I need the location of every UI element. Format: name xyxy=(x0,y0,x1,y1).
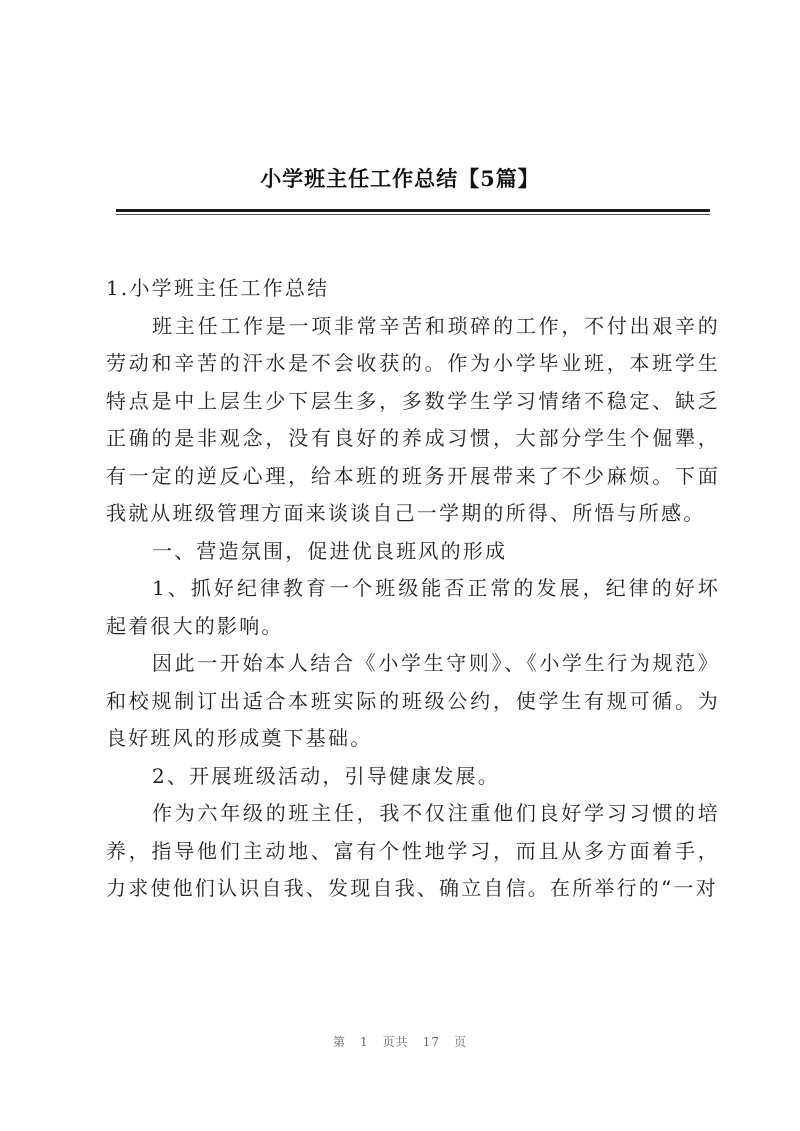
document-body xyxy=(106,270,720,908)
footer-middle: 页共 xyxy=(382,1035,409,1049)
footer-page-number: 1 xyxy=(360,1035,369,1049)
title-divider-thin xyxy=(116,214,710,215)
footer-prefix: 第 xyxy=(333,1035,347,1049)
page-footer xyxy=(0,1033,800,1050)
paragraph: 作为六年级的班主任，我不仅注重他们良好学习习惯的培养，指导他们主动地、富有个性地学习，而且从多方面着手，力求使他们认识自我、发现自我、确立自信。在所举行的“一对 xyxy=(106,801,720,900)
footer-total-pages: 17 xyxy=(422,1035,440,1049)
document-title: 小学班主任工作总结【5篇】 xyxy=(260,166,540,191)
paragraph: 2、开展班级活动，引导健康发展。 xyxy=(152,763,500,788)
paragraph: 因此一开始本人结合《小学生守则》、《小学生行为规范》和校规制订出适合本班实际的班级公约，使学生有规可循。为良好班风的形成奠下基础。 xyxy=(106,651,720,750)
paragraph: 班主任工作是一项非常辛苦和琐碎的工作，不付出艰辛的劳动和辛苦的汗水是不会收获的。作为小学毕业班，本班学生特点是中上层生少下层生多，多数学生学习情绪不稳定、缺乏正确的是非观念，没有良好的养成习惯，大部分学生个倔犟，有一定的逆反心理，给本班的班务开展带来了不少麻烦。下面我就从班级管理方面来谈谈自己一学期的所得、所悟与所感。 xyxy=(106,313,720,525)
section-heading: 1.小学班主任工作总结 xyxy=(106,276,330,300)
paragraph: 1、抓好纪律教育一个班级能否正常的发展，纪律的好坏起着很大的影响。 xyxy=(106,576,720,638)
paragraph: 一、营造氛围，促进优良班风的形成 xyxy=(152,538,508,563)
title-divider xyxy=(116,209,710,212)
footer-suffix: 页 xyxy=(453,1035,467,1049)
